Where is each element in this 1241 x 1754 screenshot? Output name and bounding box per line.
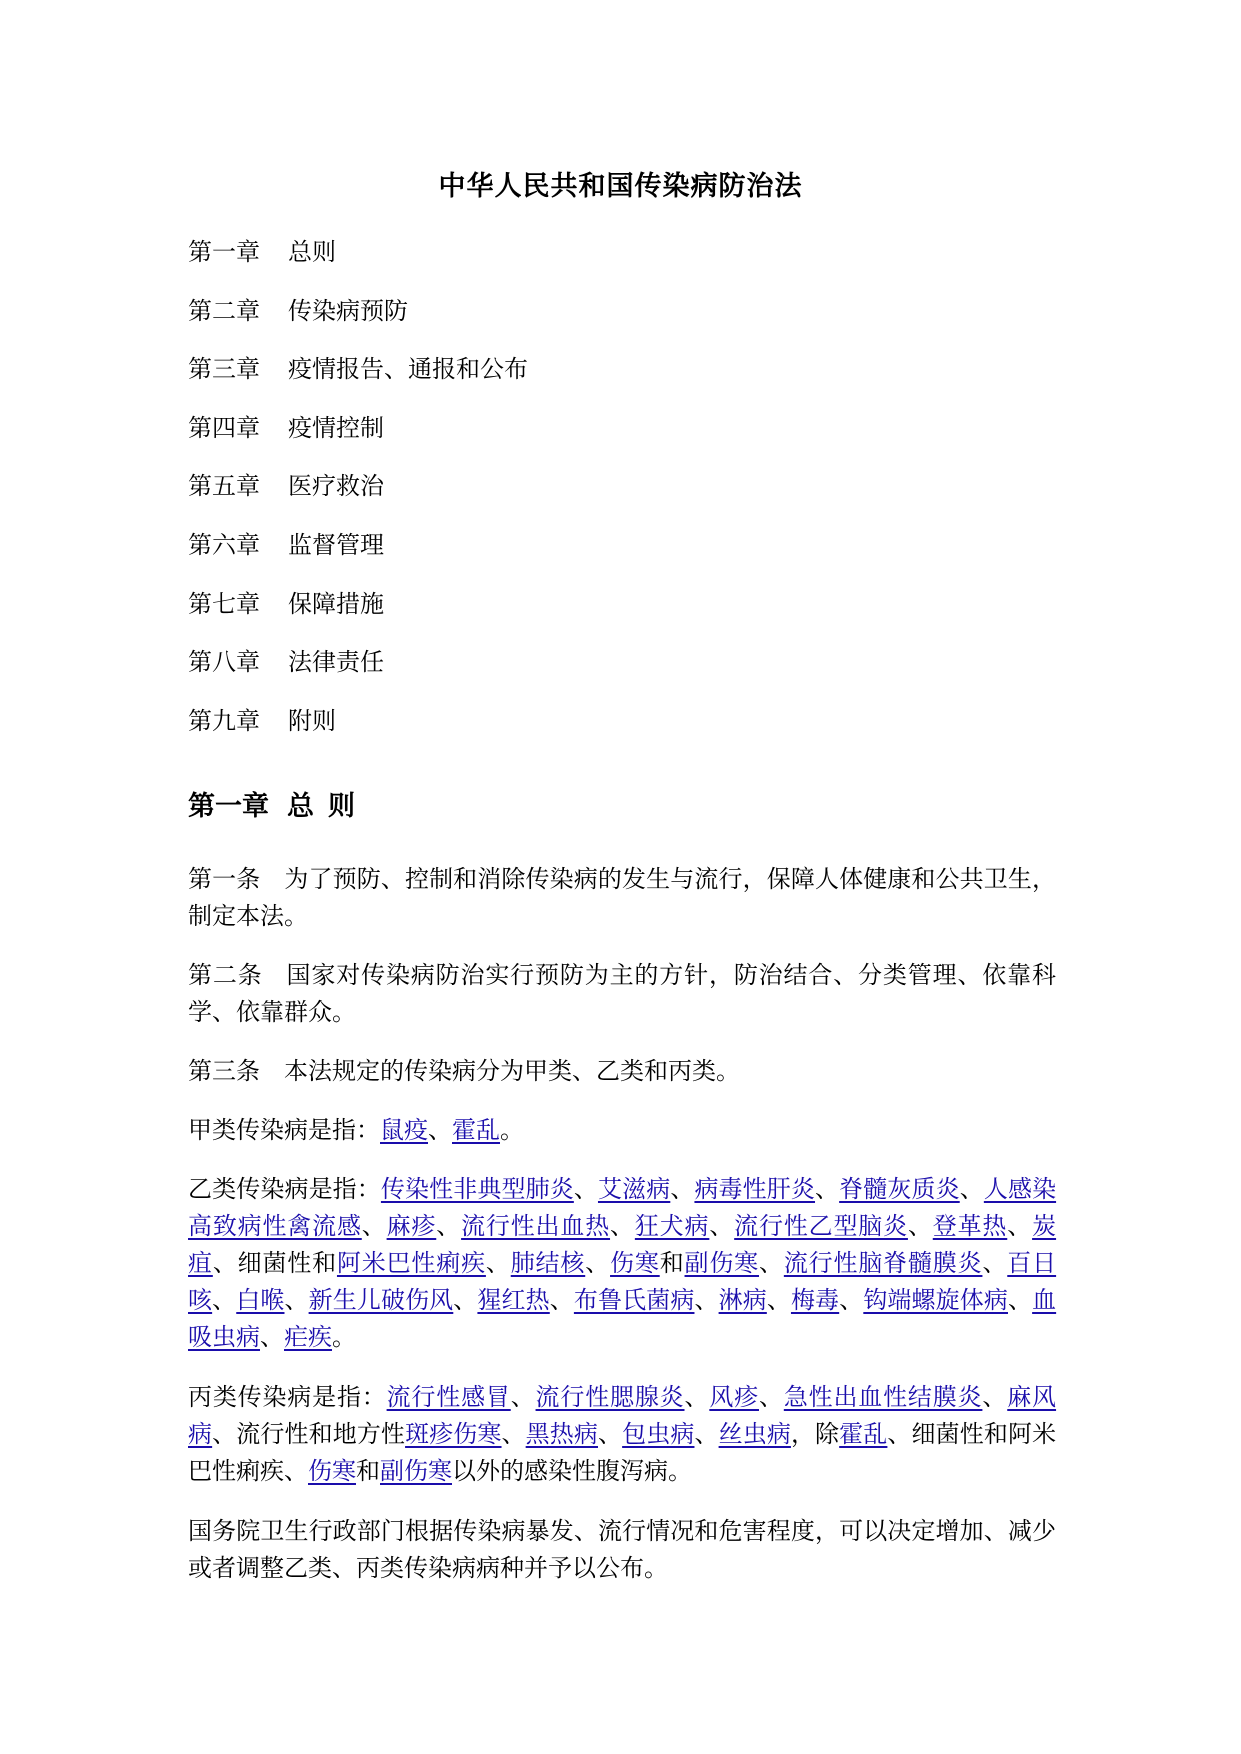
separator: 、 — [694, 1286, 719, 1314]
toc-chapter-title: 疫情报告、通报和公布 — [288, 355, 528, 384]
toc-chapter-title: 总则 — [288, 238, 336, 266]
separator: 、 — [549, 1286, 574, 1314]
toc-chapter-number: 第四章 — [188, 413, 260, 442]
disease-link[interactable]: 包虫病 — [622, 1420, 695, 1448]
separator: 、 — [585, 1249, 611, 1277]
article-text: 国家对传染病防治实行预防为主的方针，防治结合、分类管理、依靠科学、依靠群众。 — [188, 961, 1056, 1026]
disease-link[interactable]: 黑热病 — [525, 1420, 598, 1448]
disease-link[interactable]: 风疹 — [709, 1383, 759, 1411]
disease-link[interactable]: 百日咳 — [188, 1249, 1057, 1314]
toc-chapter-title: 法律责任 — [288, 648, 384, 677]
toc-chapter-number: 第一章 — [188, 238, 260, 266]
toc-item — [188, 646, 528, 705]
separator: 、 — [361, 1212, 387, 1240]
closing-paragraph: 国务院卫生行政部门根据传染病暴发、流行情况和危害程度，可以决定增加、减少或者调整乙类、丙类传染病病种并予以公布。 — [188, 1517, 1056, 1582]
disease-link[interactable]: 阿米巴性痢疾 — [336, 1249, 486, 1277]
disease-link[interactable]: 流行性感冒 — [386, 1383, 511, 1411]
disease-link[interactable]: 肺结核 — [510, 1249, 586, 1277]
separator: 、 — [610, 1212, 635, 1240]
separator: 、 — [684, 1383, 710, 1411]
toc-chapter-number: 第八章 — [188, 648, 260, 677]
disease-link[interactable]: 炭疽 — [188, 1212, 1057, 1277]
separator: 、 — [709, 1212, 735, 1240]
separator: 、 — [212, 1286, 237, 1314]
disease-link[interactable]: 钩端螺旋体病 — [863, 1286, 1008, 1314]
class-lead: 乙类传染病是指： — [188, 1175, 381, 1203]
separator: 、 — [485, 1249, 511, 1277]
disease-link[interactable]: 病毒性肝炎 — [694, 1175, 816, 1203]
separator: 、 — [758, 1383, 784, 1411]
table-of-contents — [188, 236, 528, 763]
disease-link[interactable]: 斑疹伤寒 — [405, 1420, 502, 1448]
disease-link[interactable]: 急性出血性结膜炎 — [783, 1383, 983, 1411]
disease-link[interactable]: 人感染高致病性禽流感 — [188, 1175, 1057, 1240]
separator: 、 — [428, 1116, 452, 1144]
disease-link[interactable]: 霍乱 — [839, 1420, 888, 1448]
separator: 、 — [670, 1175, 695, 1203]
class-c-paragraph — [188, 1379, 1056, 1490]
class-a-paragraph — [188, 1112, 1056, 1149]
toc-chapter-title: 监督管理 — [288, 530, 384, 559]
disease-link[interactable]: 疟疾 — [284, 1323, 332, 1351]
toc-chapter-number: 第九章 — [188, 706, 260, 735]
document-title: 中华人民共和国传染病防治法 — [438, 171, 803, 202]
article-number: 第二条 — [188, 961, 263, 989]
disease-link[interactable]: 白喉 — [236, 1286, 285, 1314]
article-1 — [188, 861, 1056, 935]
toc-chapter-title: 传染病预防 — [288, 296, 408, 325]
plain-text: 流行性和地方性 — [236, 1420, 406, 1448]
toc-chapter-number: 第七章 — [188, 589, 260, 618]
class-lead: 甲类传染病是指： — [188, 1116, 380, 1144]
chapter-heading-number: 第一章 — [188, 791, 269, 822]
disease-link[interactable]: 麻风病 — [188, 1383, 1057, 1448]
article-number: 第三条 — [188, 1057, 260, 1085]
toc-chapter-title: 医疗救治 — [288, 472, 384, 501]
article-2 — [188, 957, 1056, 1031]
toc-item — [188, 295, 528, 354]
separator: 、 — [501, 1420, 526, 1448]
disease-link[interactable]: 副伤寒 — [380, 1457, 452, 1485]
separator: 、 — [573, 1175, 598, 1203]
separator: 、 — [839, 1286, 864, 1314]
disease-link[interactable]: 传染性非典型肺炎 — [380, 1175, 574, 1203]
disease-link[interactable]: 流行性乙型脑炎 — [734, 1212, 908, 1240]
chapter-heading-title: 总则 — [287, 791, 369, 822]
disease-link[interactable]: 梅毒 — [790, 1286, 840, 1314]
separator: 、 — [907, 1212, 933, 1240]
toc-chapter-title: 保障措施 — [288, 589, 384, 618]
disease-link[interactable]: 布鲁氏菌病 — [573, 1286, 695, 1314]
plain-text: 以外的感染性腹泻病。 — [452, 1457, 692, 1485]
disease-link[interactable]: 猩红热 — [477, 1286, 550, 1314]
disease-link[interactable]: 鼠疫 — [380, 1116, 428, 1144]
toc-item — [188, 470, 528, 529]
plain-text: 细菌性和 — [237, 1249, 337, 1277]
terminator: 。 — [332, 1323, 356, 1351]
article-text: 为了预防、控制和消除传染病的发生与流行，保障人体健康和公共卫生，制定本法。 — [188, 865, 1057, 930]
toc-chapter-title: 附则 — [288, 706, 336, 735]
disease-link[interactable]: 淋病 — [718, 1286, 767, 1314]
disease-link[interactable]: 伤寒 — [610, 1249, 660, 1277]
separator: 、 — [1008, 1286, 1033, 1314]
chapter-heading — [188, 784, 369, 823]
plain-text: 、细菌性和阿米巴性痢疾、 — [188, 1420, 1057, 1485]
disease-link[interactable]: 艾滋病 — [597, 1175, 671, 1203]
toc-chapter-number: 第六章 — [188, 530, 260, 559]
toc-item — [188, 236, 528, 295]
disease-link[interactable]: 丝虫病 — [718, 1420, 791, 1448]
disease-link[interactable]: 血吸虫病 — [188, 1286, 1057, 1351]
separator: 、 — [982, 1383, 1008, 1411]
class-lead: 丙类传染病是指： — [188, 1383, 387, 1411]
separator: 、 — [453, 1286, 478, 1314]
disease-link[interactable]: 狂犬病 — [634, 1212, 710, 1240]
toc-chapter-title: 疫情控制 — [288, 413, 384, 442]
class-b-paragraph — [188, 1171, 1056, 1356]
separator: 、 — [759, 1249, 784, 1277]
separator: 、 — [815, 1175, 840, 1203]
plain-text: 和 — [659, 1249, 685, 1277]
toc-item — [188, 705, 528, 764]
disease-link[interactable]: 新生儿破伤风 — [308, 1286, 454, 1314]
disease-link[interactable]: 麻疹 — [386, 1212, 437, 1240]
separator: 、 — [766, 1286, 791, 1314]
disease-link[interactable]: 副伤寒 — [684, 1249, 760, 1277]
disease-link[interactable]: 伤寒 — [308, 1457, 356, 1485]
separator: 、 — [212, 1420, 237, 1448]
disease-link[interactable]: 流行性腮腺炎 — [535, 1383, 685, 1411]
article-3 — [188, 1053, 1056, 1090]
toc-chapter-number: 第二章 — [188, 296, 260, 325]
toc-chapter-number: 第五章 — [188, 472, 260, 501]
toc-item — [188, 588, 528, 647]
disease-link[interactable]: 霍乱 — [452, 1116, 500, 1144]
disease-link[interactable]: 脊髓灰质炎 — [839, 1175, 960, 1203]
disease-link[interactable]: 流行性脑脊髓膜炎 — [783, 1249, 983, 1277]
toc-item — [188, 529, 528, 588]
disease-link[interactable]: 流行性出血热 — [461, 1212, 611, 1240]
separator: 、 — [284, 1286, 309, 1314]
disease-link[interactable]: 登革热 — [932, 1212, 1008, 1240]
toc-item — [188, 353, 528, 412]
separator: 、 — [959, 1175, 984, 1203]
article-number: 第一条 — [188, 865, 261, 893]
separator: 、 — [1007, 1212, 1033, 1240]
separator: 、 — [598, 1420, 623, 1448]
separator: 、 — [212, 1249, 238, 1277]
terminator: 。 — [500, 1116, 524, 1144]
article-text: 本法规定的传染病分为甲类、乙类和丙类。 — [284, 1057, 740, 1085]
separator: 、 — [982, 1249, 1008, 1277]
separator: 、 — [436, 1212, 462, 1240]
separator: 、 — [260, 1323, 284, 1351]
plain-text: 和 — [356, 1457, 380, 1485]
toc-chapter-number: 第三章 — [188, 355, 260, 384]
separator: 、 — [694, 1420, 719, 1448]
plain-text: ，除 — [790, 1420, 840, 1448]
toc-item — [188, 412, 528, 471]
separator: 、 — [510, 1383, 536, 1411]
